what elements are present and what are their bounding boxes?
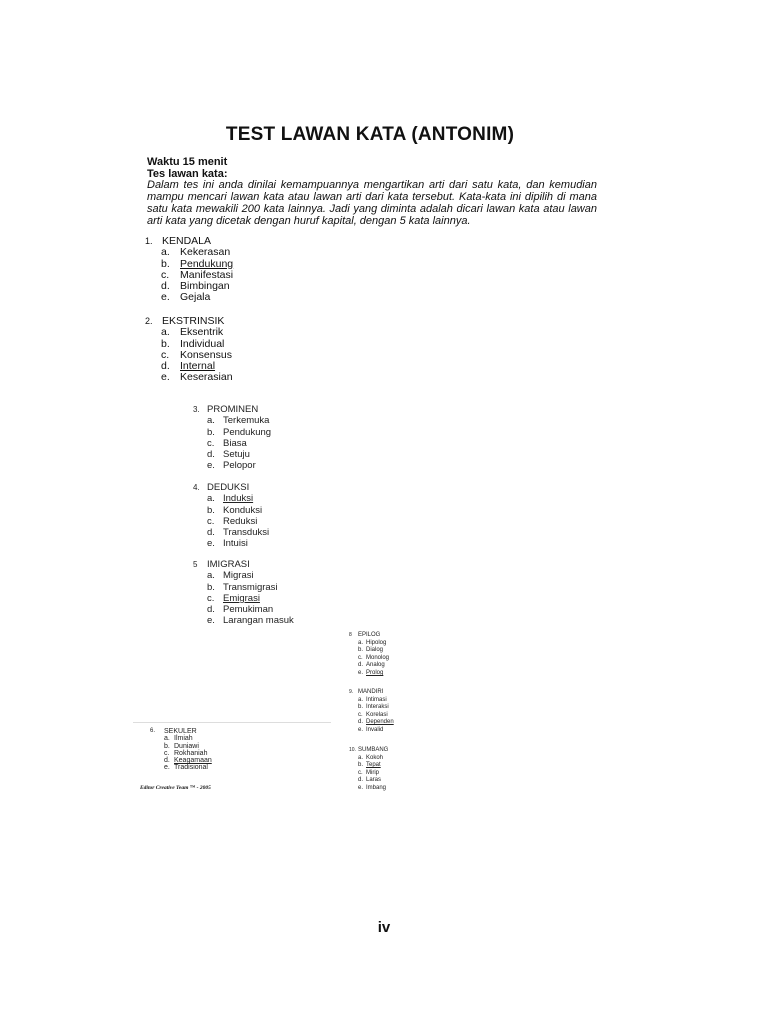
option-letter: c. [164,749,170,757]
option-text: Terkemuka [223,415,270,427]
answer-option [150,757,212,764]
question-word: KENDALA [162,235,212,247]
answer-option [193,427,271,438]
option-letter: a. [161,326,170,339]
option-text: Intimasi [366,696,387,703]
option-letter: c. [207,515,215,527]
answer-option [349,704,394,712]
option-text: Korelasi [366,711,388,718]
option-letter: d. [358,662,364,669]
answer-option [349,670,389,678]
option-text: Imbang [366,784,387,791]
option-text: Internal [180,360,216,373]
question-number: 4. [193,483,200,492]
option-text: Ilmiah [174,735,193,743]
question-number: 3. [193,405,200,414]
option-letter: c. [358,711,363,718]
question-word: SEKULER [164,728,197,735]
option-text: Pemukiman [223,604,274,616]
question-6 [150,728,212,772]
question-header [349,689,394,697]
answer-option [349,719,394,727]
divider [133,722,331,723]
question-10 [349,747,388,793]
question-word: IMIGRASI [207,559,250,570]
answer-option [145,247,233,258]
option-letter: b. [358,647,364,654]
answer-option [349,727,394,735]
option-letter: e. [207,538,215,550]
option-text: Konsensus [180,348,232,361]
option-text: Bimbingan [180,280,230,293]
option-text: Dialog [366,647,384,654]
instructions [147,157,597,227]
option-letter: d. [207,449,215,461]
option-letter: a. [164,735,170,743]
option-text: Kokoh [366,754,384,761]
option-letter: e. [358,669,364,676]
option-text: Biasa [223,437,247,449]
option-text: Intuisi [223,538,248,550]
option-letter: b. [207,581,215,593]
option-text: Pendukung [180,257,234,270]
question-header [150,728,212,735]
question-header [349,747,388,755]
question-word: EPILOG [358,632,381,638]
option-letter: c. [161,348,170,361]
option-letter: e. [164,764,170,772]
option-text: Eksentrik [180,326,224,339]
option-text: Prolog [366,669,384,676]
answer-option [349,647,389,655]
answer-option [193,505,269,516]
option-text: Duniawi [174,742,199,750]
option-text: Laras [366,777,382,784]
answer-option [349,697,394,705]
option-letter: d. [358,777,364,784]
option-text: Analog [366,662,385,669]
answer-option [193,460,271,471]
answer-option [349,662,389,670]
option-text: Mirip [366,769,379,776]
option-text: Tradisional [174,764,208,772]
option-text: Reduksi [223,515,258,527]
question-header [193,559,294,570]
option-letter: e. [207,460,215,472]
question-2 [145,316,233,384]
question-3 [193,404,271,472]
question-word: SUMBANG [358,747,389,753]
answer-option [349,712,394,720]
option-letter: b. [161,257,170,270]
question-9 [349,689,394,735]
option-text: Migrasi [223,570,254,582]
answer-option [145,292,233,303]
option-text: Pendukung [223,426,272,438]
option-letter: b. [358,704,364,711]
answer-option [193,615,294,626]
answer-option [349,770,388,778]
answer-option [193,438,271,449]
instructions-heading: Tes lawan kata: [147,167,228,180]
answer-option [193,415,271,426]
question-word: EKSTRINSIK [162,315,225,327]
option-letter: e. [358,784,364,791]
option-text: Gejala [180,291,211,304]
option-letter: d. [207,604,215,616]
option-text: Dependen [366,719,394,726]
option-letter: e. [207,615,215,627]
answer-option [193,516,269,527]
answer-option [193,593,294,604]
option-letter: d. [161,360,170,373]
page-title: TEST LAWAN KATA (ANTONIM) [225,124,515,145]
page-number: iv [377,919,391,936]
question-number: 6. [150,728,156,734]
answer-option [150,764,212,771]
footer-credit: Editor Creative Team ™ - 2005 [140,785,211,791]
option-letter: d. [164,757,170,765]
answer-option [145,327,233,338]
option-text: Keagamaan [174,757,212,765]
option-text: Larangan masuk [223,615,294,627]
option-letter: c. [358,654,363,661]
option-text: Tepat [366,762,381,769]
answer-option [193,570,294,581]
answer-option [193,527,269,538]
option-letter: a. [358,754,364,761]
answer-option [193,449,271,460]
time-limit: Waktu 15 menit [147,156,228,168]
option-letter: b. [207,504,215,516]
answer-option [349,762,388,770]
answer-option [150,743,212,750]
option-letter: a. [207,570,215,582]
option-text: Manifestasi [180,268,234,281]
question-header [193,404,271,415]
answer-option [349,777,388,785]
option-letter: e. [358,726,364,733]
option-letter: b. [164,742,170,750]
answer-option [150,735,212,742]
question-header [193,482,269,493]
option-letter: b. [161,337,170,350]
question-word: PROMINEN [207,404,259,415]
option-letter: a. [207,493,215,505]
question-4 [193,482,269,550]
answer-option [193,604,294,615]
answer-option [150,750,212,757]
option-text: Konduksi [223,504,263,516]
option-letter: d. [207,527,215,539]
answer-option [349,755,388,763]
instructions-body: Dalam tes ini anda dinilai kemampuannya mengartikan arti dari satu kata, dan kemudian mampu mencari lawan kata atau lawan arti dari kata tersebut. Kata-kata ini dipilih di mana satu kata mewakili 200 kata lainnya. Jadi yang diminta adalah dicari lawan kata atau lawan arti kata yang dicetak dengan huruf kapital, dengan 5 kata lainnya. [147,179,597,227]
option-text: Hipolog [366,639,387,646]
option-text: Kekerasan [180,246,231,259]
option-letter: c. [207,592,215,604]
answer-option [193,538,269,549]
option-text: Individual [180,337,225,350]
option-text: Setuju [223,449,250,461]
option-letter: a. [358,696,364,703]
question-5 [193,559,294,627]
option-letter: a. [358,639,364,646]
option-text: Rokhaniah [174,749,208,757]
question-word: MANDIRI [358,689,384,695]
answer-option [349,640,389,648]
answer-option [349,655,389,663]
answer-option [349,785,388,793]
option-letter: a. [207,415,215,427]
option-text: Interaksi [366,704,389,711]
option-letter: b. [207,426,215,438]
question-number: 10. [349,747,356,753]
question-number: 2. [145,316,153,326]
option-letter: d. [358,719,364,726]
question-number: 9. [349,689,354,695]
question-word: DEDUKSI [207,482,250,493]
option-text: Transmigrasi [223,581,278,593]
option-letter: c. [207,437,215,449]
question-8 [349,632,389,678]
option-letter: b. [358,762,364,769]
question-1 [145,236,233,304]
option-text: Monolog [366,654,390,661]
option-letter: c. [358,769,363,776]
answer-option [193,582,294,593]
option-letter: c. [161,268,170,281]
option-text: Induksi [223,493,254,505]
option-text: Pelopor [223,460,256,472]
question-number: 8 [349,632,352,638]
question-number: 5 [193,560,198,569]
option-text: Invalid [366,726,384,733]
answer-option [193,493,269,504]
option-text: Keserasian [180,371,233,384]
option-letter: e. [161,291,170,304]
question-number: 1. [145,236,153,246]
option-letter: a. [161,246,170,259]
answer-option [145,372,233,383]
option-letter: d. [161,280,170,293]
option-letter: e. [161,371,170,384]
option-text: Transduksi [223,527,270,539]
option-text: Emigrasi [223,592,260,604]
question-header [349,632,389,640]
